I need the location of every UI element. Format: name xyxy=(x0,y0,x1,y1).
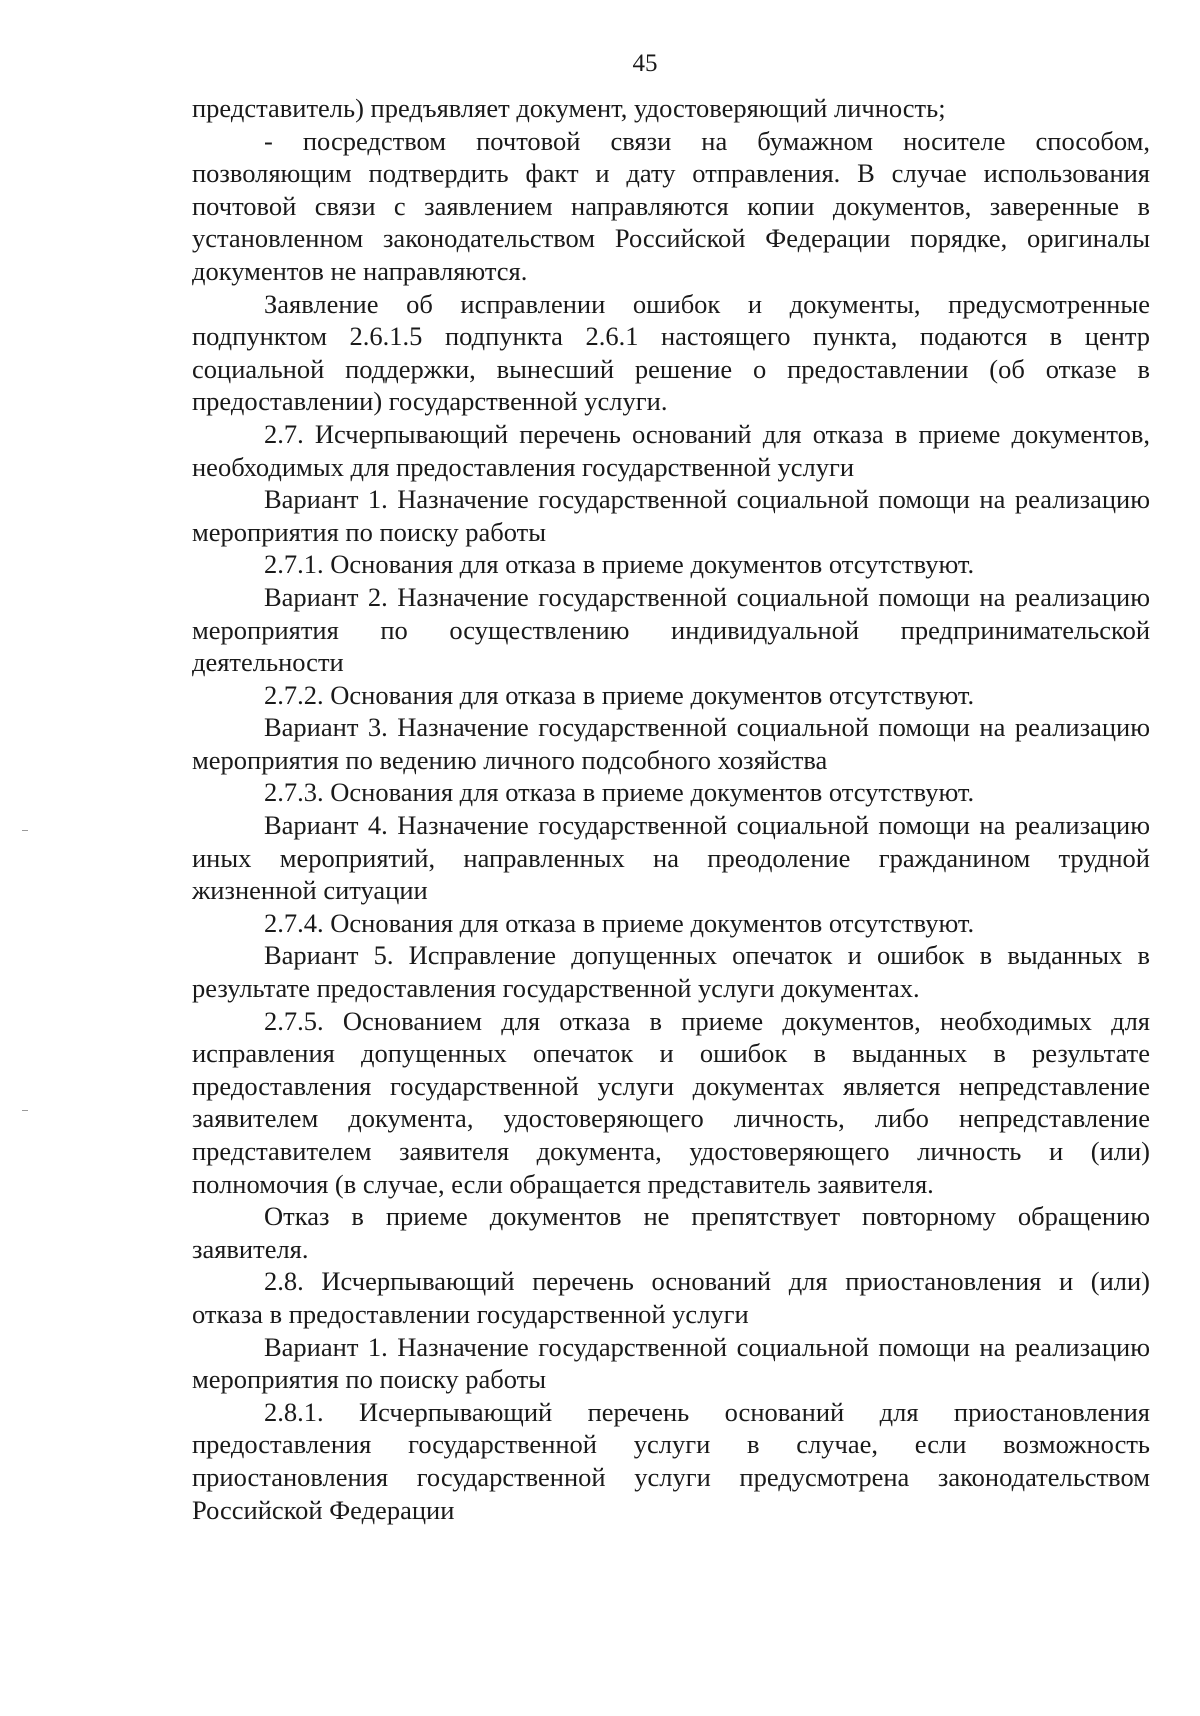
paragraph: Отказ в приеме документов не препятствует повторному обращению заявителя. xyxy=(192,1201,1150,1264)
scan-margin-mark xyxy=(22,830,28,831)
page-number: 45 xyxy=(632,50,658,77)
paragraph: 2.7.1. Основания для отказа в приеме документов отсутствуют. xyxy=(264,549,975,580)
section-heading-2-7: 2.7. Исчерпывающий перечень оснований для отказа в приеме документов, необходимых для предоставления государственной услуги xyxy=(192,418,1150,482)
scan-margin-mark xyxy=(22,1110,28,1111)
paragraph: 2.7.3. Основания для отказа в приеме документов отсутствуют. xyxy=(264,777,975,808)
paragraph: Заявление об исправлении ошибок и документы, предусмотренные подпунктом 2.6.1.5 подпункта 2.6.1 настоящего пункта, подаются в центр социальной поддержки, вынесший решение о предоставлении (об отказе в предоставлении) государственной услуги. xyxy=(192,288,1150,417)
section-heading-2-8: 2.8. Исчерпывающий перечень оснований для приостановления и (или) отказа в предоставлении государственной услуги xyxy=(192,1266,1150,1329)
variant-heading: Вариант 5. Исправление допущенных опечаток и ошибок в выданных в результате предоставления государственной услуги документах. xyxy=(192,940,1150,1004)
variant-heading: Вариант 1. Назначение государственной социальной помощи на реализацию мероприятия по поиску работы xyxy=(192,1331,1150,1395)
variant-heading: Вариант 1. Назначение государственной социальной помощи на реализацию мероприятия по поиску работы xyxy=(192,484,1150,547)
paragraph: - посредством почтовой связи на бумажном носителе способом, позволяющим подтвердить факт и дату отправления. В случае использования почтовой связи с заявлением направляются копии документов, заверенные в установленном законодательством Российской Федерации порядке, оригиналы документов не направляются. xyxy=(192,125,1150,286)
document-body xyxy=(192,92,1150,1526)
variant-heading: Вариант 4. Назначение государственной социальной помощи на реализацию иных мероприятий, направленных на преодоление гражданином трудной жизненной ситуации xyxy=(192,810,1150,906)
paragraph: 2.7.5. Основанием для отказа в приеме документов, необходимых для исправления допущенных опечаток и ошибок в выданных в результате предоставления государственной услуги документах является непредставление заявителем документа, удостоверяющего личность, либо непредставление представителем заявителя документа, удостоверяющего личность и (или) полномочия (в случае, если обращается представитель заявителя. xyxy=(192,1005,1150,1199)
variant-heading: Вариант 2. Назначение государственной социальной помощи на реализацию мероприятия по осуществлению индивидуальной предпринимательской деятельности xyxy=(192,581,1150,678)
paragraph: 2.7.4. Основания для отказа в приеме документов отсутствуют. xyxy=(264,907,975,938)
paragraph: представитель) предъявляет документ, удостоверяющий личность; xyxy=(192,93,946,123)
variant-heading: Вариант 3. Назначение государственной социальной помощи на реализацию мероприятия по ведению личного подсобного хозяйства xyxy=(192,712,1150,775)
paragraph: 2.7.2. Основания для отказа в приеме документов отсутствуют. xyxy=(264,679,975,710)
paragraph: 2.8.1. Исчерпывающий перечень оснований для приостановления предоставления государственной услуги в случае, если возможность приостановления государственной услуги предусмотрена законодательством Российской Федерации xyxy=(192,1396,1150,1525)
